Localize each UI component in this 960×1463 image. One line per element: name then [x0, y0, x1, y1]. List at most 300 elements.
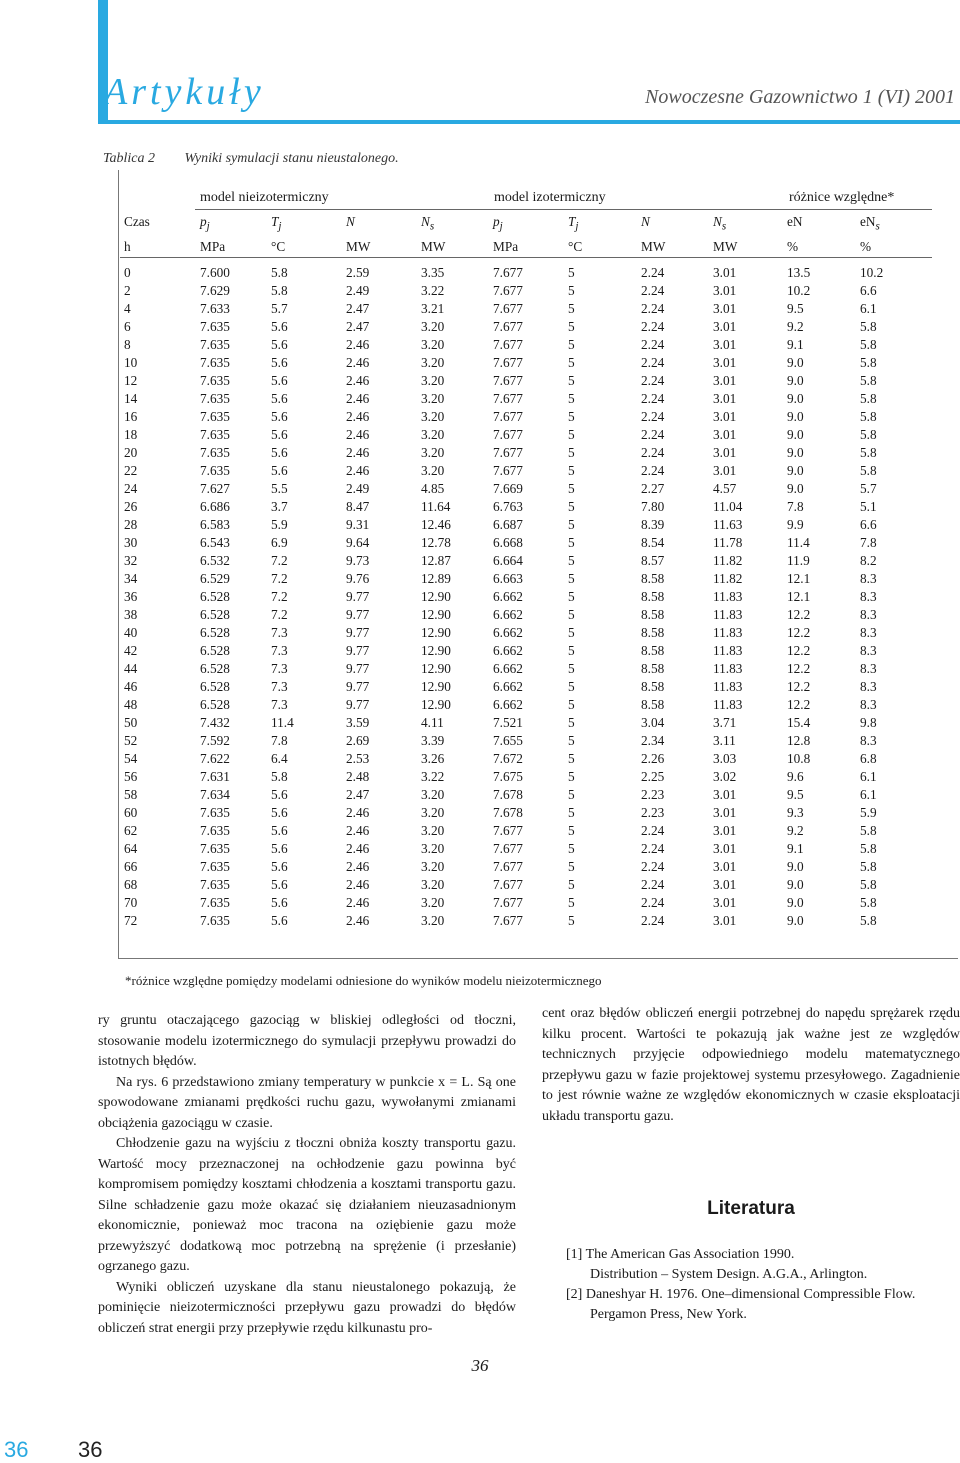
table-cell: 6.687 — [493, 516, 523, 532]
table-cell: 6.662 — [493, 606, 523, 622]
reference-text-continued: Distribution – System Design. A.G.A., Arlington. — [590, 1267, 868, 1282]
table-cell: 2.49 — [346, 282, 370, 298]
table-cell: 46 — [124, 678, 138, 694]
table-cell: 7.677 — [493, 408, 523, 424]
table-cell: 11.64 — [421, 498, 451, 514]
paragraph: ry gruntu otaczającego gazociąg w bliskiej odległości od tłoczni, stosowanie modelu izotermicznego do symulacji przepływu prowadzi do istotnych błędów. — [98, 1013, 516, 1069]
table-cell: 5 — [568, 282, 575, 298]
table-cell: 48 — [124, 696, 138, 712]
table-cell: 5 — [568, 444, 575, 460]
table-cell: 5.8 — [860, 444, 877, 460]
table-cell: 5 — [568, 606, 575, 622]
table-cell: 6.664 — [493, 552, 523, 568]
table-cell: 7.677 — [493, 336, 523, 352]
table-cell: 2.59 — [346, 264, 370, 280]
table-cell: 2.46 — [346, 858, 370, 874]
table-cell: 9.77 — [346, 606, 370, 622]
table-cell: 2.46 — [346, 804, 370, 820]
journal-title: Nowoczesne Gazownictwo 1 (VI) 2001 — [645, 86, 955, 108]
table-row — [120, 408, 932, 426]
table-cell: 5 — [568, 318, 575, 334]
table-cell: 2.48 — [346, 768, 370, 784]
table-cell: 4.85 — [421, 480, 445, 496]
table-row — [120, 696, 932, 714]
table-cell: 2.46 — [346, 912, 370, 928]
table-cell: 5 — [568, 336, 575, 352]
table-cell: 3.01 — [713, 426, 737, 442]
table-cell: 12.87 — [421, 552, 451, 568]
table-row — [120, 534, 932, 552]
header-accent-bar-horizontal — [98, 120, 960, 124]
table-cell: 7.634 — [200, 786, 230, 802]
table-cell: 5.8 — [860, 912, 877, 928]
table-cell: 20 — [124, 444, 138, 460]
table-cell: 9.64 — [346, 534, 370, 550]
table-cell: 3.20 — [421, 912, 445, 928]
table-cell: 12.2 — [787, 678, 811, 694]
paragraph: Na rys. 6 przedstawiono zmiany temperatury w punkcie x = L. Są one spowodowane zmianami prędkości ruchu gazu, wywołanymi zmianami obciążenia gazociągu w czasie. — [98, 1074, 516, 1131]
table-cell: 3.01 — [713, 354, 737, 370]
reference-item — [566, 1245, 960, 1285]
table-cell: 8.3 — [860, 570, 877, 586]
table-cell: 7.677 — [493, 876, 523, 892]
table-cell: 8.3 — [860, 678, 877, 694]
table-cell: 11.83 — [713, 606, 743, 622]
table-cell: 7.521 — [493, 714, 523, 730]
table-cell: 5 — [568, 354, 575, 370]
table-cell: 6.686 — [200, 498, 230, 514]
table-cell: 11.63 — [713, 516, 743, 532]
column-header: N — [346, 214, 355, 229]
table-cell: 9.0 — [787, 354, 804, 370]
table-cell: 9.0 — [787, 390, 804, 406]
table-row — [120, 516, 932, 534]
table-cell: 12.90 — [421, 642, 451, 658]
table-cell: 9.5 — [787, 300, 804, 316]
table-row — [120, 426, 932, 444]
table-cell: 8.3 — [860, 624, 877, 640]
table-cell: 2.24 — [641, 390, 665, 406]
table-cell: 3.01 — [713, 840, 737, 856]
paragraph: cent oraz błędów obliczeń energii potrzebnej do napędu sprężarek rzędu kilku procent. Wartości te pokazują jak ważne jest ze względów technicznych przyjęcie odpowiedniego modelu matematycznego przepływu gazu w fazie projektowej systemu przesyłowego. Zagadnienie to jest równie ważne ze względów ekonomicznych w czasie eksploatacji układu transportu gazu. — [542, 1006, 960, 1124]
table-cell: 72 — [124, 912, 138, 928]
table-cell: 8.3 — [860, 606, 877, 622]
table-cell: 2.46 — [346, 840, 370, 856]
table-cell: 54 — [124, 750, 138, 766]
table-cell: 40 — [124, 624, 138, 640]
column-header: $N_s$ — [713, 214, 727, 233]
table-cell: 2.46 — [346, 336, 370, 352]
literature-heading: Literatura — [707, 1198, 795, 1219]
table-cell: 3.20 — [421, 372, 445, 388]
table-cell: 6.4 — [271, 750, 288, 766]
table-cell: 12.2 — [787, 606, 811, 622]
table-cell: 3.20 — [421, 318, 445, 334]
table-cell: 3.01 — [713, 300, 737, 316]
table-cell: 8.58 — [641, 696, 665, 712]
table-cell: 5 — [568, 516, 575, 532]
table-row — [120, 318, 932, 336]
table-header-units — [120, 237, 932, 258]
table-cell: 6.662 — [493, 588, 523, 604]
reference-item — [566, 1285, 960, 1325]
table-cell: 3.20 — [421, 804, 445, 820]
table-cell: 5 — [568, 696, 575, 712]
table-cell: 3.04 — [641, 714, 665, 730]
table-cell: 3.01 — [713, 318, 737, 334]
table-cell: 9.77 — [346, 642, 370, 658]
table-row — [120, 876, 932, 894]
table-cell: 3.7 — [271, 498, 288, 514]
table-cell: 7.3 — [271, 642, 288, 658]
table-cell: 5 — [568, 714, 575, 730]
table-cell: 9.5 — [787, 786, 804, 802]
table-cell: 2.47 — [346, 318, 370, 334]
table-cell: 12.90 — [421, 696, 451, 712]
table-cell: 6.662 — [493, 660, 523, 676]
column-header: $T_j$ — [271, 214, 282, 233]
table-cell: 5.7 — [271, 300, 288, 316]
table-caption — [103, 151, 399, 167]
table-cell: 10 — [124, 354, 138, 370]
table-cell: 8.57 — [641, 552, 665, 568]
table-cell: 7.635 — [200, 822, 230, 838]
table-cell: 2.24 — [641, 444, 665, 460]
table-cell: 7.635 — [200, 444, 230, 460]
column-header: $p_j$ — [493, 214, 503, 233]
table-cell: 9.1 — [787, 840, 804, 856]
table-row — [120, 732, 932, 750]
table-row — [120, 372, 932, 390]
table-cell: 11.4 — [271, 714, 294, 730]
table-cell: 5 — [568, 750, 575, 766]
table-cell: 5 — [568, 678, 575, 694]
table-cell: 6.528 — [200, 660, 230, 676]
table-cell: 60 — [124, 804, 138, 820]
table-cell: 5.6 — [271, 786, 288, 802]
table-cell: 0 — [124, 264, 131, 280]
table-cell: 5.8 — [860, 876, 877, 892]
table-cell: 7.3 — [271, 678, 288, 694]
table-cell: 5 — [568, 390, 575, 406]
table-cell: 3.20 — [421, 876, 445, 892]
reference-line — [566, 1245, 960, 1265]
reference-number: [1] — [566, 1247, 583, 1262]
table-cell: 12.8 — [787, 732, 811, 748]
table-cell: 5.6 — [271, 372, 288, 388]
table-cell: 7.677 — [493, 858, 523, 874]
table-cell: 6.528 — [200, 678, 230, 694]
table-cell: 2.24 — [641, 462, 665, 478]
table-cell: 5.9 — [271, 516, 288, 532]
table-cell: 7.2 — [271, 570, 288, 586]
table-cell: 2.25 — [641, 768, 665, 784]
table-cell: 6.583 — [200, 516, 230, 532]
table-cell: 3.20 — [421, 786, 445, 802]
table-cell: 6.543 — [200, 534, 230, 550]
table-cell: 6.6 — [860, 516, 877, 532]
table-cell: 5 — [568, 624, 575, 640]
table-cell: 5 — [568, 876, 575, 892]
table-cell: 2 — [124, 282, 131, 298]
table-cell: 3.01 — [713, 858, 737, 874]
table-cell: 16 — [124, 408, 138, 424]
group-header-nonisothermal: model nieizotermiczny — [200, 190, 329, 205]
table-cell: 5 — [568, 804, 575, 820]
table-cell: 3.01 — [713, 876, 737, 892]
table-cell: 7.675 — [493, 768, 523, 784]
table-cell: 9.0 — [787, 894, 804, 910]
table-cell: 2.24 — [641, 840, 665, 856]
table-cell: 42 — [124, 642, 138, 658]
table-cell: 7.3 — [271, 660, 288, 676]
group-header-relative-diff: różnice względne* — [789, 190, 895, 205]
table-cell: 4.57 — [713, 480, 737, 496]
table-cell: 2.46 — [346, 444, 370, 460]
table-cell: 2.69 — [346, 732, 370, 748]
table-cell: 12.2 — [787, 660, 811, 676]
table-cell: 6.528 — [200, 606, 230, 622]
table-cell: 5 — [568, 534, 575, 550]
table-cell: 3.01 — [713, 822, 737, 838]
table-cell: 15.4 — [787, 714, 811, 730]
table-cell: 9.0 — [787, 912, 804, 928]
table-cell: 5.6 — [271, 408, 288, 424]
table-cell: 6.529 — [200, 570, 230, 586]
table-cell: 3.01 — [713, 264, 737, 280]
table-cell: 3.39 — [421, 732, 445, 748]
group-divider — [195, 209, 932, 210]
table-cell: 2.24 — [641, 912, 665, 928]
table-cell: 9.0 — [787, 372, 804, 388]
table-cell: 5 — [568, 264, 575, 280]
table-cell: 9.6 — [787, 768, 804, 784]
table-cell: 7.635 — [200, 318, 230, 334]
table-row — [120, 804, 932, 822]
table-cell: 6.662 — [493, 642, 523, 658]
table-cell: 7.635 — [200, 354, 230, 370]
table-cell: 8.3 — [860, 696, 877, 712]
table-cell: 7.635 — [200, 408, 230, 424]
column-unit: % — [856, 237, 932, 258]
column-unit: MPa — [196, 237, 267, 258]
table-cell: 11.83 — [713, 588, 743, 604]
table-cell: 5.6 — [271, 876, 288, 892]
table-cell: 10.2 — [860, 264, 884, 280]
table-cell: 2.24 — [641, 264, 665, 280]
table-row — [120, 642, 932, 660]
table-cell: 9.3 — [787, 804, 804, 820]
table-cell: 58 — [124, 786, 138, 802]
table-cell: 3.01 — [713, 786, 737, 802]
table-cell: 3.20 — [421, 336, 445, 352]
table-header-symbols — [120, 212, 932, 237]
column-unit: °C — [564, 237, 637, 258]
table-cell: 6.763 — [493, 498, 523, 514]
table-cell: 5 — [568, 552, 575, 568]
table-cell: 7.677 — [493, 264, 523, 280]
table-cell: 5.8 — [860, 840, 877, 856]
table-cell: 2.23 — [641, 804, 665, 820]
table-cell: 7.635 — [200, 804, 230, 820]
table-cell: 7.3 — [271, 624, 288, 640]
table-row — [120, 570, 932, 588]
table-cell: 12.78 — [421, 534, 451, 550]
table-cell: 7.592 — [200, 732, 230, 748]
table-cell: 9.0 — [787, 876, 804, 892]
table-cell: 8.58 — [641, 606, 665, 622]
table-cell: 5.6 — [271, 840, 288, 856]
table-cell: 2.24 — [641, 372, 665, 388]
table-cell: 12.1 — [787, 588, 811, 604]
table-cell: 2.24 — [641, 300, 665, 316]
table-cell: 2.46 — [346, 354, 370, 370]
table-cell: 5 — [568, 372, 575, 388]
table-cell: 7.678 — [493, 804, 523, 820]
table-cell: 8 — [124, 336, 131, 352]
table-cell: 3.20 — [421, 408, 445, 424]
column-header: $p_j$ — [200, 214, 210, 233]
table-row — [120, 678, 932, 696]
table-cell: 2.46 — [346, 408, 370, 424]
page-number-corner-blue: 36 — [4, 1437, 29, 1462]
table-cell: 8.58 — [641, 660, 665, 676]
table-row — [120, 552, 932, 570]
table-cell: 3.20 — [421, 822, 445, 838]
table-cell: 3.01 — [713, 408, 737, 424]
table-row — [120, 786, 932, 804]
table-cell: 7.2 — [271, 588, 288, 604]
table-cell: 6.528 — [200, 696, 230, 712]
table-cell: 3.02 — [713, 768, 737, 784]
table-cell: 7.672 — [493, 750, 523, 766]
literature-references — [566, 1245, 960, 1325]
table-cell: 2.24 — [641, 822, 665, 838]
table-cell: 64 — [124, 840, 138, 856]
table-cell: 2.24 — [641, 318, 665, 334]
table-row — [120, 444, 932, 462]
table-cell: 5 — [568, 858, 575, 874]
body-text-left-column — [98, 1011, 516, 1339]
table-cell: 5.8 — [860, 822, 877, 838]
table-cell: 7.677 — [493, 822, 523, 838]
table-cell: 5.8 — [860, 390, 877, 406]
table-cell: 5.8 — [860, 426, 877, 442]
table-cell: 7.635 — [200, 894, 230, 910]
table-cell: 2.53 — [346, 750, 370, 766]
table-cell: 7.629 — [200, 282, 230, 298]
table-cell: 3.20 — [421, 390, 445, 406]
column-unit: % — [783, 237, 856, 258]
table-cell: 5 — [568, 822, 575, 838]
table-cell: 5.6 — [271, 462, 288, 478]
table-cell: 8.3 — [860, 642, 877, 658]
table-cell: 5.8 — [860, 408, 877, 424]
body-text-right-column — [542, 1004, 960, 1127]
table-row — [120, 480, 932, 498]
table-cell: 3.03 — [713, 750, 737, 766]
table-cell: 8.58 — [641, 624, 665, 640]
table-cell: 6.662 — [493, 678, 523, 694]
table-cell: 8.3 — [860, 660, 877, 676]
table-cell: 7.677 — [493, 390, 523, 406]
table-cell: 7.678 — [493, 786, 523, 802]
table-cell: 14 — [124, 390, 138, 406]
table-row — [120, 588, 932, 606]
table-cell: 32 — [124, 552, 138, 568]
table-cell: 8.3 — [860, 588, 877, 604]
table-cell: 5.8 — [860, 462, 877, 478]
table-cell: 7.432 — [200, 714, 230, 730]
table-cell: 2.24 — [641, 354, 665, 370]
table-cell: 12.90 — [421, 588, 451, 604]
table-cell: 5 — [568, 732, 575, 748]
table-cell: 2.24 — [641, 876, 665, 892]
table-cell: 6.662 — [493, 624, 523, 640]
table-cell: 12.90 — [421, 624, 451, 640]
table-cell: 9.77 — [346, 660, 370, 676]
table-cell: 6.532 — [200, 552, 230, 568]
table-cell: 9.76 — [346, 570, 370, 586]
table-cell: 3.11 — [713, 732, 736, 748]
table-cell: 7.3 — [271, 696, 288, 712]
table-cell: 5.6 — [271, 354, 288, 370]
table-cell: 8.58 — [641, 642, 665, 658]
table-cell: 7.635 — [200, 912, 230, 928]
table-cell: 5.6 — [271, 426, 288, 442]
page-number-corner: 36 — [78, 1437, 103, 1462]
table-cell: 12 — [124, 372, 138, 388]
table-cell: 30 — [124, 534, 138, 550]
table-cell: 70 — [124, 894, 138, 910]
table-cell: 6.528 — [200, 588, 230, 604]
table-cell: 7.635 — [200, 336, 230, 352]
table-cell: 11.83 — [713, 660, 743, 676]
table-cell: 8.3 — [860, 732, 877, 748]
table-cell: 11.83 — [713, 696, 743, 712]
table-cell: 2.23 — [641, 786, 665, 802]
table-cell: 11.82 — [713, 552, 743, 568]
group-header-isothermal: model izotermiczny — [494, 190, 606, 205]
table-cell: 6.528 — [200, 642, 230, 658]
table-cell: 5.6 — [271, 858, 288, 874]
table-cell: 8.58 — [641, 588, 665, 604]
table-cell: 7.635 — [200, 858, 230, 874]
table-cell: 9.77 — [346, 588, 370, 604]
table-cell: 3.01 — [713, 336, 737, 352]
table-cell: 7.677 — [493, 354, 523, 370]
table-row — [120, 822, 932, 840]
table-cell: 44 — [124, 660, 138, 676]
table-cell: 2.46 — [346, 894, 370, 910]
column-unit: MW — [342, 237, 417, 258]
table-cell: 7.2 — [271, 606, 288, 622]
table-cell: 5 — [568, 786, 575, 802]
table-cell: 12.90 — [421, 660, 451, 676]
table-cell: 5 — [568, 894, 575, 910]
table-cell: 7.677 — [493, 462, 523, 478]
table-row — [120, 714, 932, 732]
reference-text-continued: Pergamon Press, New York. — [590, 1307, 747, 1322]
table-cell: 5.6 — [271, 336, 288, 352]
table-cell: 7.622 — [200, 750, 230, 766]
table-row — [120, 606, 932, 624]
table-cell: 9.77 — [346, 624, 370, 640]
table-cell: 7.677 — [493, 912, 523, 928]
table-cell: 2.24 — [641, 408, 665, 424]
table-cell: 4.11 — [421, 714, 444, 730]
table-cell: 7.635 — [200, 372, 230, 388]
